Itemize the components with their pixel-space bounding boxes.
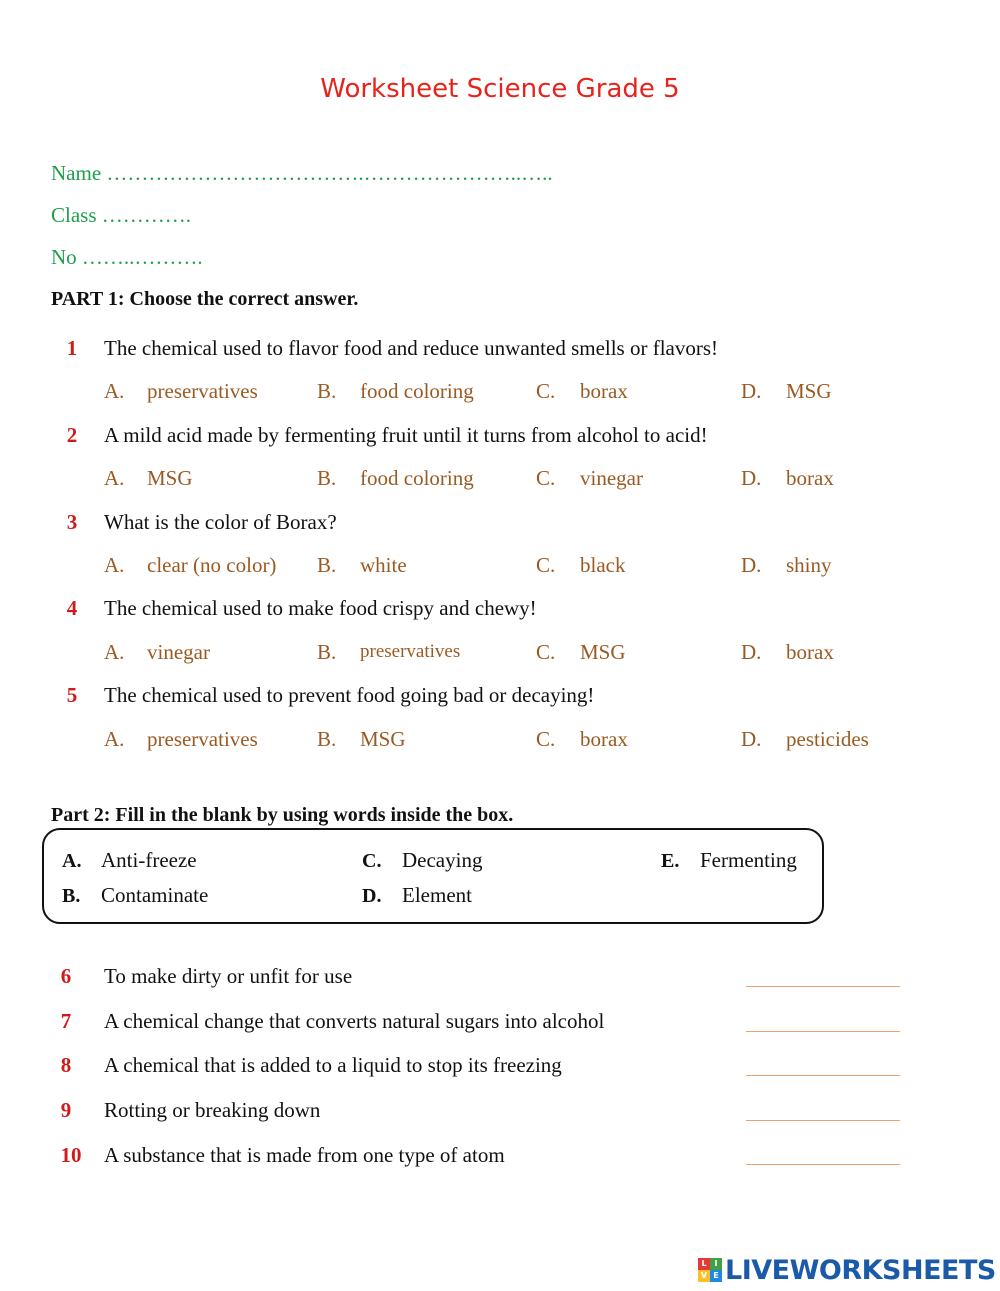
word-bank-item: Fermenting [700, 848, 797, 872]
word-letter: C. [362, 850, 382, 872]
question-number: 8 [60, 1053, 72, 1077]
logo-text: LIVEWORKSHEETS [725, 1254, 996, 1286]
word-letter: E. [661, 850, 680, 872]
option-letter: A. [104, 553, 125, 577]
answer-blank[interactable] [746, 1075, 900, 1076]
option-letter: C. [536, 379, 556, 403]
word-letter: D. [362, 885, 382, 907]
class-field[interactable]: Class …………. [51, 203, 192, 227]
option-letter: D. [741, 727, 762, 751]
question-number: 10 [60, 1143, 82, 1167]
liveworksheets-logo [698, 1254, 996, 1286]
question-text: The chemical used to flavor food and reduce unwanted smells or flavors! [104, 336, 719, 360]
option-answer[interactable]: vinegar [580, 466, 643, 490]
question-text: What is the color of Borax? [104, 510, 337, 534]
question-text: Rotting or breaking down [104, 1098, 321, 1122]
word-letter: B. [62, 885, 81, 907]
question-number: 1 [66, 336, 78, 360]
question-number: 3 [66, 510, 78, 534]
option-letter: D. [741, 553, 762, 577]
option-answer[interactable]: MSG [786, 379, 832, 403]
option-answer[interactable]: food coloring [360, 379, 474, 403]
option-letter: B. [317, 466, 337, 490]
option-letter: C. [536, 553, 556, 577]
word-bank-item: Anti-freeze [101, 848, 197, 872]
option-answer[interactable]: borax [580, 727, 628, 751]
option-letter: C. [536, 640, 556, 664]
logo-tile: E [710, 1270, 722, 1282]
name-field[interactable]: Name ……………………………….…………………..….. [51, 161, 553, 185]
answer-blank[interactable] [746, 1164, 900, 1165]
option-answer[interactable]: shiny [786, 553, 832, 577]
worksheet-title: Worksheet Science Grade 5 [320, 74, 680, 104]
question-text: A mild acid made by fermenting fruit until it turns from alcohol to acid! [104, 423, 708, 447]
question-number: 4 [66, 596, 78, 620]
option-answer[interactable]: preservatives [360, 641, 461, 662]
option-answer[interactable]: clear (no color) [147, 553, 277, 577]
question-number: 6 [60, 964, 72, 988]
word-box [42, 828, 824, 924]
question-number: 7 [60, 1009, 72, 1033]
part1-heading: PART 1: Choose the correct answer. [51, 288, 359, 310]
option-answer[interactable]: preservatives [147, 379, 258, 403]
number-field[interactable]: No ……..………. [51, 245, 203, 269]
answer-blank[interactable] [746, 1031, 900, 1032]
word-bank-item: Contaminate [101, 883, 209, 907]
option-answer[interactable]: preservatives [147, 727, 258, 751]
option-answer[interactable]: vinegar [147, 640, 210, 664]
option-answer[interactable]: borax [580, 379, 628, 403]
question-text: The chemical used to make food crispy and chewy! [104, 596, 537, 620]
word-letter: A. [62, 850, 82, 872]
question-text: A substance that is made from one type of atom [104, 1143, 505, 1167]
option-letter: D. [741, 466, 762, 490]
option-answer[interactable]: food coloring [360, 466, 474, 490]
word-bank-item: Element [402, 883, 472, 907]
option-answer[interactable]: borax [786, 640, 834, 664]
part2-heading: Part 2: Fill in the blank by using words inside the box. [51, 804, 514, 826]
option-answer[interactable]: MSG [147, 466, 193, 490]
question-text: A chemical that is added to a liquid to stop its freezing [104, 1053, 562, 1077]
option-answer[interactable]: MSG [580, 640, 626, 664]
answer-blank[interactable] [746, 1120, 900, 1121]
question-number: 5 [66, 683, 78, 707]
logo-tile: V [698, 1270, 710, 1282]
question-number: 9 [60, 1098, 72, 1122]
logo-tile: I [710, 1258, 722, 1270]
word-bank-item: Decaying [402, 848, 483, 872]
question-number: 2 [66, 423, 78, 447]
question-text: The chemical used to prevent food going bad or decaying! [104, 683, 595, 707]
logo-tile: L [698, 1258, 710, 1270]
option-letter: A. [104, 640, 125, 664]
liveworksheets-logo-icon [698, 1258, 722, 1282]
option-answer[interactable]: borax [786, 466, 834, 490]
option-answer[interactable]: white [360, 553, 407, 577]
option-letter: B. [317, 640, 337, 664]
option-letter: C. [536, 466, 556, 490]
option-letter: C. [536, 727, 556, 751]
option-letter: B. [317, 727, 337, 751]
option-answer[interactable]: MSG [360, 727, 406, 751]
option-letter: D. [741, 379, 762, 403]
option-letter: A. [104, 727, 125, 751]
question-text: A chemical change that converts natural sugars into alcohol [104, 1009, 605, 1033]
option-answer[interactable]: black [580, 553, 626, 577]
option-answer[interactable]: pesticides [786, 727, 869, 751]
option-letter: A. [104, 466, 125, 490]
option-letter: B. [317, 553, 337, 577]
answer-blank[interactable] [746, 986, 900, 987]
option-letter: B. [317, 379, 337, 403]
option-letter: A. [104, 379, 125, 403]
option-letter: D. [741, 640, 762, 664]
question-text: To make dirty or unfit for use [104, 964, 353, 988]
